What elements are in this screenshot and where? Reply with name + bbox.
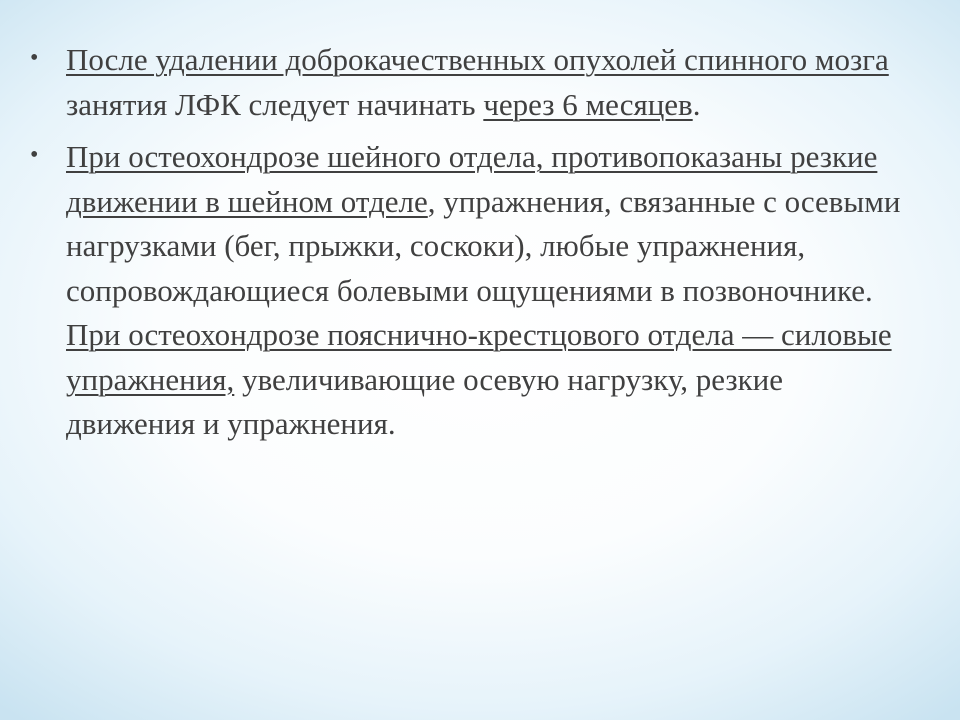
bullet-dot-icon: •	[30, 45, 39, 71]
bullet-item-osteochondrosis-contraindications	[30, 135, 910, 447]
text-segment-underlined: При остеохондрозе шейного отдела, противопоказаны резкие движении в шейном отделе	[66, 139, 878, 219]
text-segment: .	[692, 86, 701, 122]
bullet-item-lfk-after-surgery	[30, 38, 910, 127]
text-segment: занятия ЛФК следует начинать	[66, 86, 484, 122]
bullet-list	[30, 38, 910, 455]
text-segment: увеличивающие осевую нагрузку, резкие движения и упражнения.	[66, 361, 784, 441]
bullet-dot-icon: •	[30, 142, 39, 168]
text-segment-underlined: При остеохондрозе пояснично-крестцового отдела — силовые упражнения,	[66, 317, 892, 397]
text-segment-underlined: через 6 месяцев	[483, 86, 693, 122]
text-segment-underlined: После удалении доброкачественных опухолей спинного мозга	[66, 42, 889, 77]
text-segment: , упражнения, связанные с осевыми нагрузками (бег, прыжки, соскоки), любые упражнения, сопровождающиеся болевыми ощущениями в позвоночнике.	[66, 183, 901, 308]
